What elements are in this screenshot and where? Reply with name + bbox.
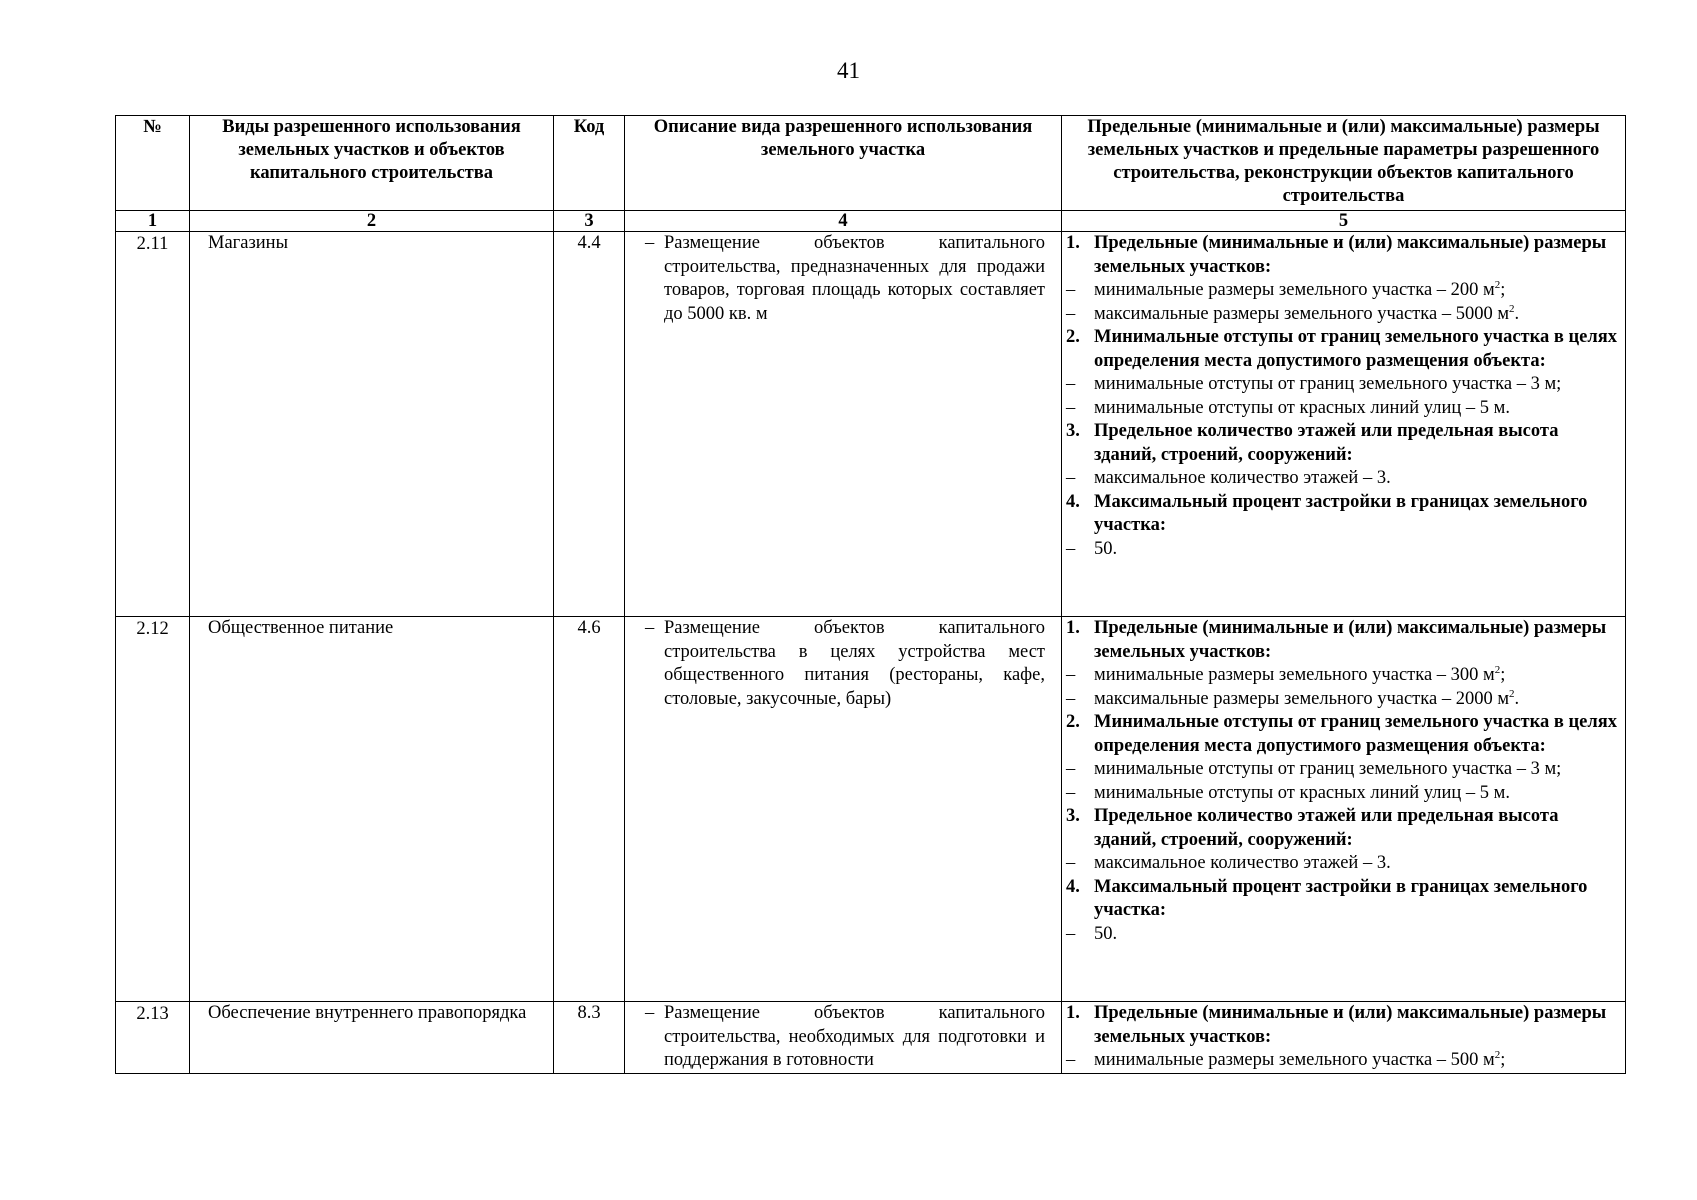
header-description: Описание вида разрешенного использования земельного участка bbox=[625, 116, 1062, 211]
use-type-name: Обеспечение внутреннего правопорядка bbox=[190, 1002, 554, 1074]
row-number: 2.13 bbox=[116, 1002, 190, 1074]
param-item: – минимальные размеры земельного участка – 300 $м^2$; bbox=[1066, 663, 1506, 685]
use-type-code: 4.4 bbox=[554, 232, 625, 617]
page-number: 41 bbox=[837, 58, 860, 83]
column-number: 5 bbox=[1062, 211, 1626, 232]
header-types: Виды разрешенного использования земельных участков и объектов капитального строительства bbox=[190, 116, 554, 211]
row-number: 2.12 bbox=[116, 617, 190, 1002]
param-item: – максимальные размеры земельного участка – 5000 $м^2$. bbox=[1066, 302, 1520, 324]
column-number: 3 bbox=[554, 211, 625, 232]
param-heading: 4. Максимальный процент застройки в границах земельного участка: bbox=[1066, 876, 1588, 920]
param-item: – максимальное количество этажей – 3. bbox=[1066, 853, 1391, 873]
param-item: – минимальные отступы от красных линий улиц – 5 м. bbox=[1066, 397, 1510, 418]
param-heading: 3. Предельное количество этажей или предельная высота зданий, строений, сооружений: bbox=[1066, 806, 1559, 850]
use-type-code: 8.3 bbox=[554, 1002, 625, 1074]
use-type-name: Магазины bbox=[190, 232, 554, 617]
param-heading: 4. Максимальный процент застройки в границах земельного участка: bbox=[1066, 491, 1588, 535]
param-item: – минимальные размеры земельного участка – 200 $м^2$; bbox=[1066, 278, 1506, 300]
header-code: Код bbox=[554, 116, 625, 211]
parameters-cell bbox=[1062, 617, 1626, 1002]
param-item: – 50. bbox=[1066, 923, 1118, 944]
dash-marker: – bbox=[645, 1003, 655, 1023]
parameters-cell bbox=[1062, 232, 1626, 617]
column-number: 4 bbox=[625, 211, 1062, 232]
parameters-cell bbox=[1062, 1002, 1626, 1074]
param-item: – минимальные размеры земельного участка – 500 $м^2$; bbox=[1066, 1048, 1506, 1070]
param-item: – 50. bbox=[1066, 538, 1118, 559]
param-heading: 1. Предельные (минимальные и (или) максимальные) размеры земельных участков: bbox=[1066, 233, 1607, 277]
column-number-row bbox=[116, 211, 1626, 232]
description-text: Размещение объектов капитального строительства, необходимых для подготовки и поддержания в готовности bbox=[664, 1003, 1045, 1070]
description-text: Размещение объектов капитального строительства, предназначенных для продажи товаров, торговая площадь которых составляет до 5000 кв. м bbox=[664, 233, 1045, 324]
row-number: 2.11 bbox=[116, 232, 190, 617]
param-heading: 1. Предельные (минимальные и (или) максимальные) размеры земельных участков: bbox=[1066, 618, 1607, 662]
column-number: 1 bbox=[116, 211, 190, 232]
param-heading: 1. Предельные (минимальные и (или) максимальные) размеры земельных участков: bbox=[1066, 1003, 1607, 1047]
table-row bbox=[116, 232, 1626, 617]
param-heading: 2. Минимальные отступы от границ земельного участка в целях определения места допустимого размещения объекта: bbox=[1066, 712, 1617, 756]
use-type-code: 4.6 bbox=[554, 617, 625, 1002]
description-text: Размещение объектов капитального строительства в целях устройства мест общественного питания (рестораны, кафе, столовые, закусочные, бары) bbox=[664, 618, 1045, 709]
param-heading: 3. Предельное количество этажей или предельная высота зданий, строений, сооружений: bbox=[1066, 421, 1559, 465]
table-row bbox=[116, 1002, 1626, 1074]
use-type-name: Общественное питание bbox=[190, 617, 554, 1002]
param-item: – максимальное количество этажей – 3. bbox=[1066, 468, 1391, 488]
param-item: – максимальные размеры земельного участка – 2000 $м^2$. bbox=[1066, 687, 1520, 709]
use-type-description bbox=[625, 617, 1062, 1002]
table-row bbox=[116, 617, 1626, 1002]
header-params: Предельные (минимальные и (или) максимальные) размеры земельных участков и предельные параметры разрешенного строительства, реконструкции объектов капитального строительства bbox=[1062, 116, 1626, 211]
param-item: – минимальные отступы от красных линий улиц – 5 м. bbox=[1066, 782, 1510, 803]
param-item: – минимальные отступы от границ земельного участка – 3 м; bbox=[1066, 374, 1562, 394]
header-row bbox=[116, 116, 1626, 211]
dash-marker: – bbox=[645, 233, 655, 253]
use-type-description bbox=[625, 232, 1062, 617]
header-num: № bbox=[116, 116, 190, 211]
param-item: – минимальные отступы от границ земельного участка – 3 м; bbox=[1066, 759, 1562, 779]
dash-marker: – bbox=[645, 618, 655, 638]
use-type-description bbox=[625, 1002, 1062, 1074]
param-heading: 2. Минимальные отступы от границ земельного участка в целях определения места допустимого размещения объекта: bbox=[1066, 327, 1617, 371]
column-number: 2 bbox=[190, 211, 554, 232]
zoning-table bbox=[115, 115, 1626, 1074]
